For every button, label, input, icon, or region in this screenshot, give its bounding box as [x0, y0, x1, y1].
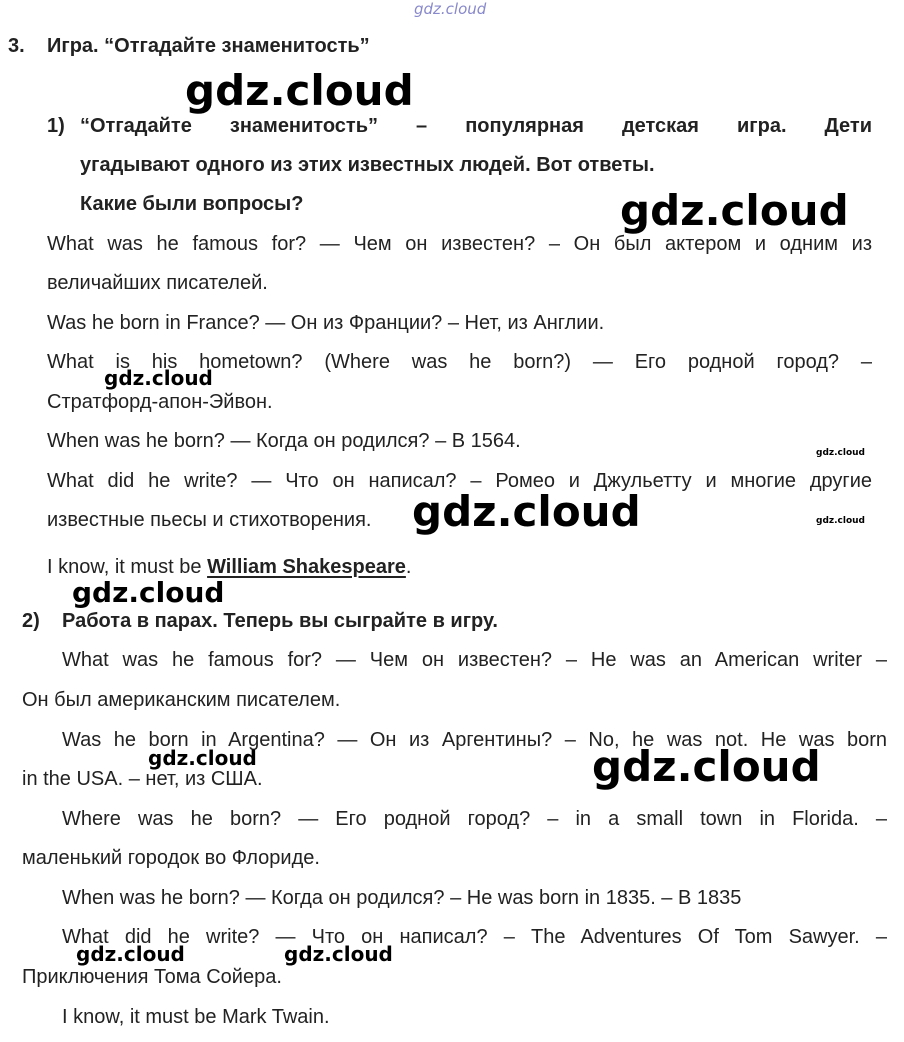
watermark: gdz.cloud — [185, 66, 414, 115]
part1-number: 1) — [47, 115, 65, 137]
part1-line: Was he born in France? — Он из Франции? – Нет, из Англии. — [47, 312, 605, 334]
part2-number: 2) — [22, 610, 40, 632]
answer-prefix: I know, it must be — [47, 556, 208, 578]
part2-line: What was he famous for? — Чем он известен? – He was an American writer – — [62, 649, 887, 671]
part1-line: What did he write? — Что он написал? – Ромео и Джульетту и многие другие — [47, 470, 872, 492]
part2-line: in the USA. – нет, из США. — [22, 768, 263, 790]
watermark: gdz.cloud — [104, 366, 213, 390]
watermark: gdz.cloud — [816, 516, 865, 526]
watermark: gdz.cloud — [72, 576, 225, 609]
part2-line: What did he write? — Что он написал? – The Adventures Of Tom Sawyer. – — [62, 926, 887, 948]
part1-line: известные пьесы и стихотворения. — [47, 509, 372, 531]
answer-suffix: . — [405, 556, 412, 578]
part1-line: величайших писателей. — [47, 272, 268, 294]
part2-line: Was he born in Argentina? — Он из Аргентины? – No, he was not. He was born — [62, 729, 887, 751]
part1-line: What was he famous for? — Чем он известен? – Он был актером и одним из — [47, 233, 872, 255]
part1-question: Какие были вопросы? — [80, 193, 304, 215]
exercise-number: 3. — [8, 35, 25, 57]
part2-line: Приключения Тома Сойера. — [22, 966, 282, 988]
watermark: gdz.cloud — [284, 942, 393, 966]
watermark: gdz.cloud — [148, 746, 257, 770]
part2-line: Он был американским писателем. — [22, 689, 341, 711]
part1-line: When was he born? — Когда он родился? – В 1564. — [47, 430, 521, 452]
part1-line: Стратфорд-апон-Эйвон. — [47, 391, 273, 413]
watermark: gdz.cloud — [592, 742, 821, 791]
watermark: gdz.cloud — [412, 487, 641, 536]
exercise-title: Игра. “Отгадайте знаменитость” — [47, 35, 370, 57]
part2-line: Where was he born? — Его родной город? – in a small town in Florida. – — [62, 808, 887, 830]
watermark: gdz.cloud — [620, 186, 849, 235]
part1-intro-line1: “Отгадайте знаменитость” – популярная детская игра. Дети — [80, 115, 872, 137]
part2-line: маленький городок во Флориде. — [22, 847, 320, 869]
part2-line: I know, it must be Mark Twain. — [62, 1006, 330, 1028]
part1-intro-line2: угадывают одного из этих известных людей. Вот ответы. — [80, 154, 655, 176]
part2-line: When was he born? — Когда он родился? – He was born in 1835. – В 1835 — [62, 887, 742, 909]
part1-line: What is his hometown? (Where was he born?) — Его родной город? – — [47, 351, 872, 373]
watermark: gdz.cloud — [816, 448, 865, 458]
watermark-top: gdz.cloud — [414, 0, 487, 18]
answer-name: William Shakespeare — [207, 556, 406, 578]
watermark: gdz.cloud — [76, 942, 185, 966]
part2-title: Работа в парах. Теперь вы сыграйте в игру. — [62, 610, 498, 632]
